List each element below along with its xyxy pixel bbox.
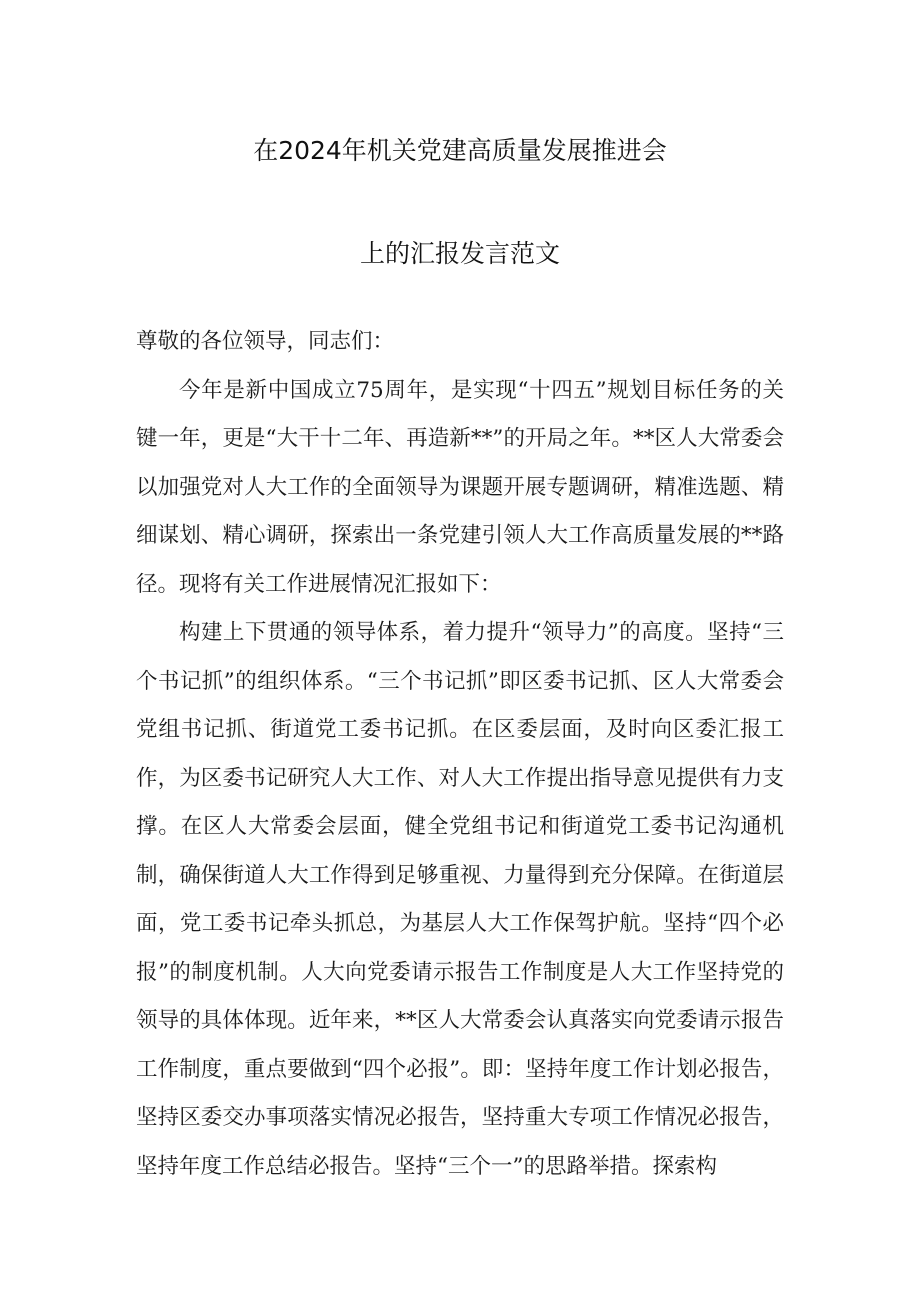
paragraph-leadership-system: 构建上下贯通的领导体系，着力提升“领导力”的高度。坚持“三个书记抓”的组织体系。“三个书记抓”即区委书记抓、区人大常委会党组书记抓、街道党工委书记抓。在区委层面，及时向区委汇报工作，为区委书记研究人大工作、对人大工作提出指导意见提供有力支撑。在区人大常委会层面，健全党组书记和街道党工委书记沟通机制，确保街道人大工作得到足够重视、力量得到充分保障。在街道层面，党工委书记牵头抓总，为基层人大工作保驾护航。坚持“四个必报”的制度机制。人大向党委请示报告工作制度是人大工作坚持党的领导的具体体现。近年来，**区人大常委会认真落实向党委请示报告工作制度，重点要做到“四个必报”。即：坚持年度工作计划必报告，坚持区委交办事项落实情况必报告，坚持重大专项工作情况必报告，坚持年度工作总结必报告。坚持“三个一”的思路举措。探索构 xyxy=(136,620,784,1179)
document-body xyxy=(136,318,784,1191)
document-title-line-1: 在2024年机关党建高质量发展推进会 xyxy=(253,136,667,165)
salutation: 尊敬的各位领导，同志们： xyxy=(136,329,395,354)
paragraph-intro: 今年是新中国成立75周年，是实现“十四五”规划目标任务的关键一年，更是“大干十二年、再造新**”的开局之年。**区人大常委会以加强党对人大工作的全面领导为课题开展专题调研，精准选题、精细谋划、精心调研，探索出一条党建引领人大工作高质量发展的**路径。现将有关工作进展情况汇报如下： xyxy=(136,377,784,597)
document-title-line-2: 上的汇报发言范文 xyxy=(359,239,560,268)
